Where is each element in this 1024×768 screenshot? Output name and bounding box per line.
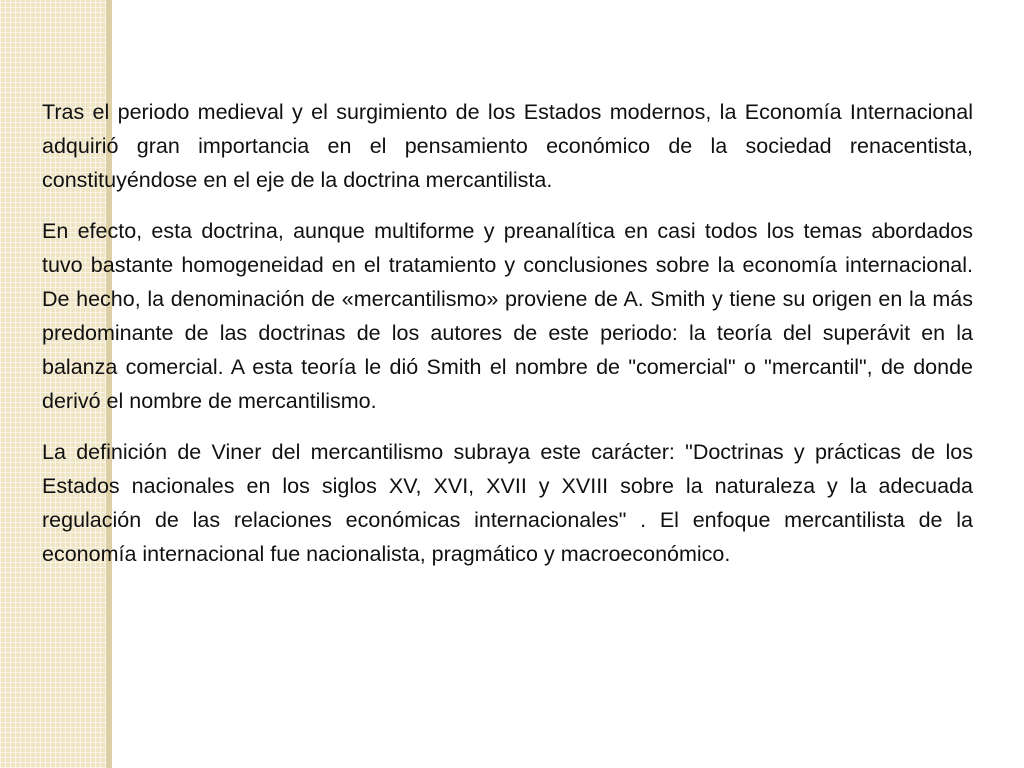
slide-body-text	[42, 95, 973, 588]
paragraph-3: La definición de Viner del mercantilismo subraya este carácter: "Doctrinas y prácticas de los Estados nacionales en los siglos XV, XVI, XVII y XVIII sobre la naturaleza y la adecuada regulación de las relaciones económicas internacionales" . El enfoque mercantilista de la economía internacional fue nacionalista, pragmático y macroeconómico.	[42, 440, 973, 566]
paragraph-1: Tras el periodo medieval y el surgimiento de los Estados modernos, la Economía Internacional adquirió gran importancia en el pensamiento económico de la sociedad renacentista, constituyéndose en el eje de la doctrina mercantilista.	[42, 100, 973, 192]
paragraph-2: En efecto, esta doctrina, aunque multiforme y preanalítica en casi todos los temas abordados tuvo bastante homogeneidad en el tratamiento y conclusiones sobre la economía internacional. De hecho, la denominación de «mercantilismo» proviene de A. Smith y tiene su origen en la más predominante de las doctrinas de los autores de este periodo: la teoría del superávit en la balanza comercial. A esta teoría le dió Smith el nombre de "comercial" o "mercantil", de donde derivó el nombre de mercantilismo.	[42, 219, 973, 413]
